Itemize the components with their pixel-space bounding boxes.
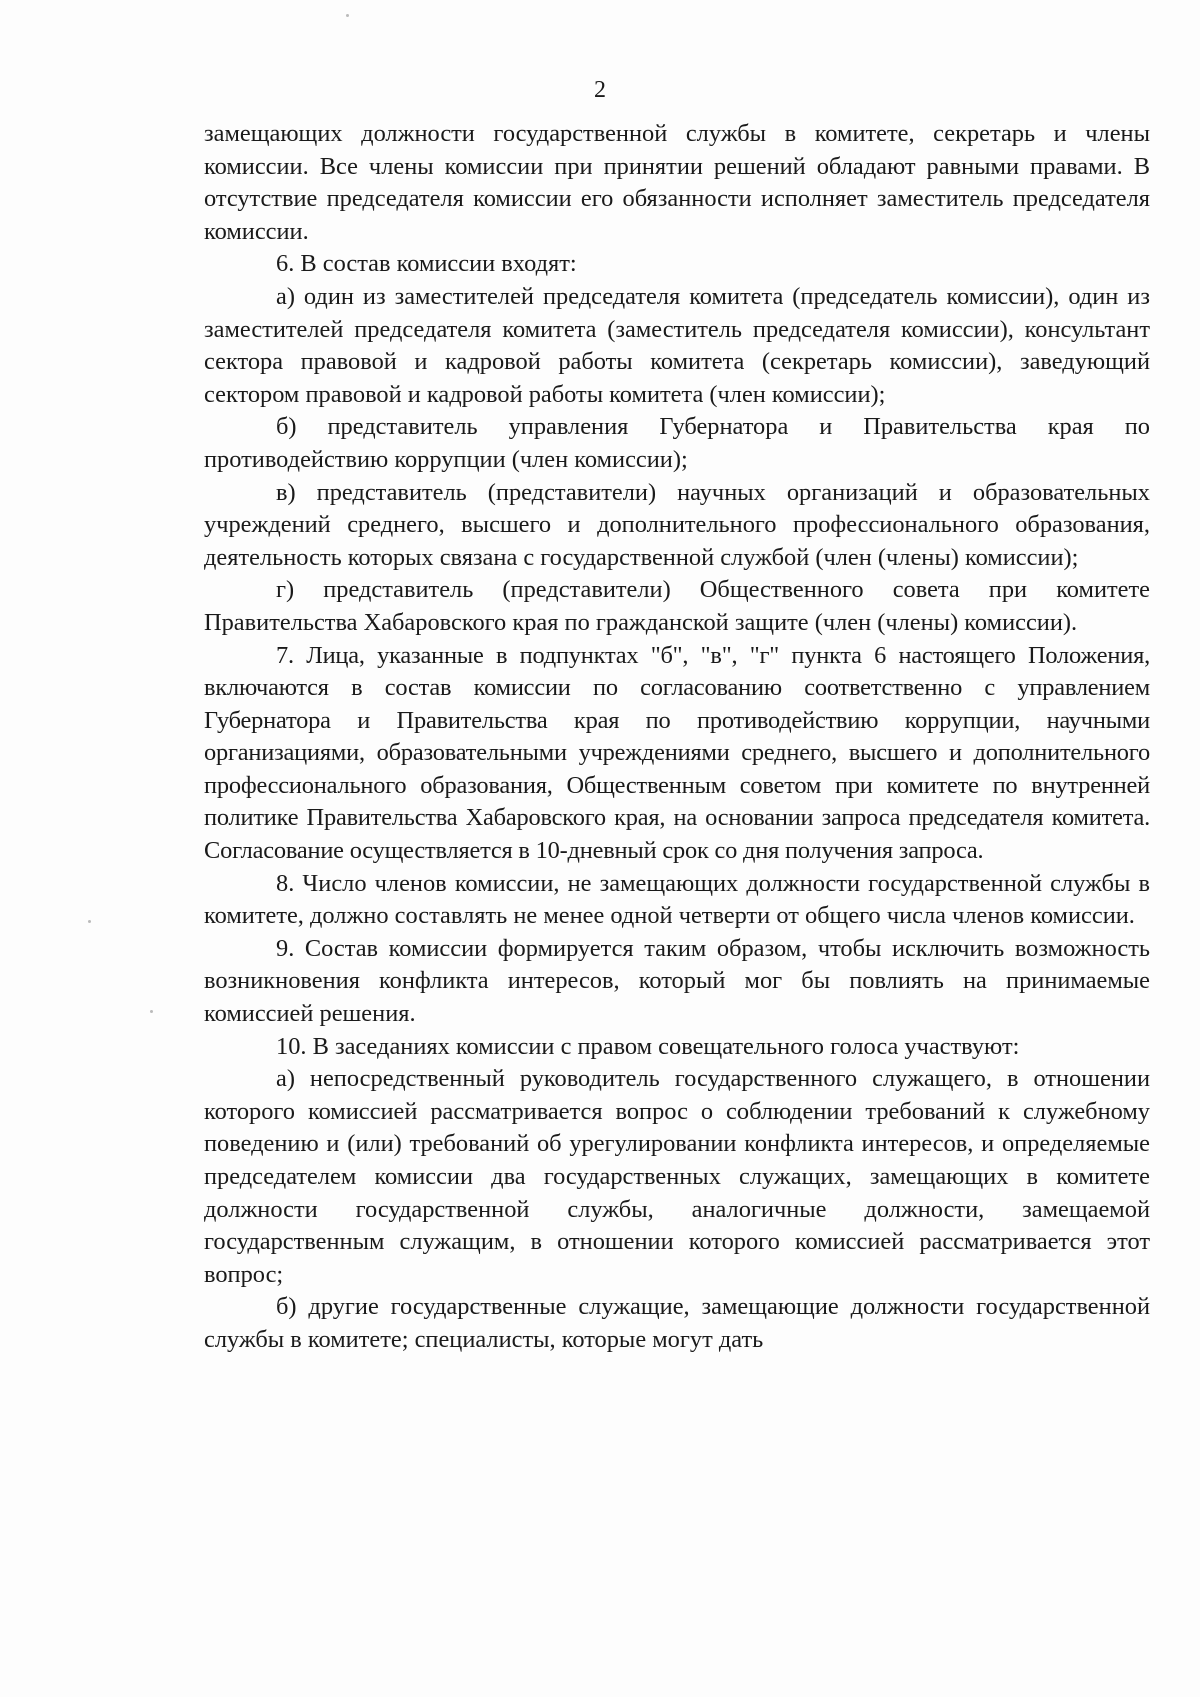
- paragraph-item-8: 8. Число членов комиссии, не замещающих должности государственной службы в комитете, должно составлять не менее одной четверти от общего числа членов комиссии.: [204, 869, 1150, 930]
- paragraph-item-6: 6. В состав комиссии входят:: [276, 250, 577, 278]
- paragraph-item-6v: в) представитель (представители) научных организаций и образовательных учреждений среднего, высшего и дополнительного профессионального образования, деятельность которых связана с государственной службой (член (члены) комиссии);: [204, 478, 1150, 571]
- scan-speck: [346, 14, 349, 17]
- paragraph-item-6a: а) один из заместителей председателя комитета (председатель комиссии), один из заместителей председателя комитета (заместитель председателя комиссии), консультант сектора правовой и кадровой работы комитета (секретарь комиссии), заведующий сектором правовой и кадровой работы комитета (член комиссии);: [204, 282, 1150, 408]
- paragraph-continuation: замещающих должности государственной службы в комитете, секретарь и члены комиссии. Все члены комиссии при принятии решений обладают равными правами. В отсутствие председателя комиссии его обязанности исполняет заместитель председателя комиссии.: [204, 120, 1150, 245]
- scan-speck: [150, 1010, 153, 1013]
- paragraph-item-10b: б) другие государственные служащие, замещающие должности государственной службы в комитете; специалисты, которые могут дать: [204, 1293, 1150, 1353]
- paragraph-item-7: 7. Лица, указанные в подпунктах "б", "в", "г" пункта 6 настоящего Положения, включаются в состав комиссии по согласованию соответственно с управлением Губернатора и Правительства края по противодействию коррупции, научными организациями, образовательными учреждениями среднего, высшего и дополнительного профессионального образования, Общественным советом при комитете по внутренней политике Правительства Хабаровского края, на основании запроса председателя комитета. Согласование осуществляется в 10-дневный срок со дня получения запроса.: [204, 641, 1150, 865]
- paragraph-item-6g: г) представитель (представители) Общественного совета при комитете Правительства Хабаровского края по гражданской защите (член (члены) комиссии).: [204, 576, 1150, 636]
- document-body: [204, 118, 1150, 1357]
- paragraph-item-10: 10. В заседаниях комиссии с правом совещательного голоса участвуют:: [276, 1032, 1020, 1060]
- paragraph-item-9: 9. Состав комиссии формируется таким образом, чтобы исключить возможность возникновения конфликта интересов, который мог бы повлиять на принимаемые комиссией решения.: [204, 934, 1150, 1028]
- paragraph-item-6b: б) представитель управления Губернатора и Правительства края по противодействию коррупции (член комиссии);: [204, 413, 1150, 473]
- paragraph-item-10a: а) непосредственный руководитель государственного служащего, в отношении которого комиссией рассматривается вопрос о соблюдении требований к служебному поведению и (или) требований об урегулировании конфликта интересов, и определяемые председателем комиссии два государственных служащих, замещающих в комитете должности государственной службы, аналогичные должности, замещаемой государственным служащим, в отношении которого комиссией рассматривается этот вопрос;: [204, 1065, 1150, 1288]
- scan-speck: [88, 920, 91, 923]
- page-number: 2: [594, 77, 606, 103]
